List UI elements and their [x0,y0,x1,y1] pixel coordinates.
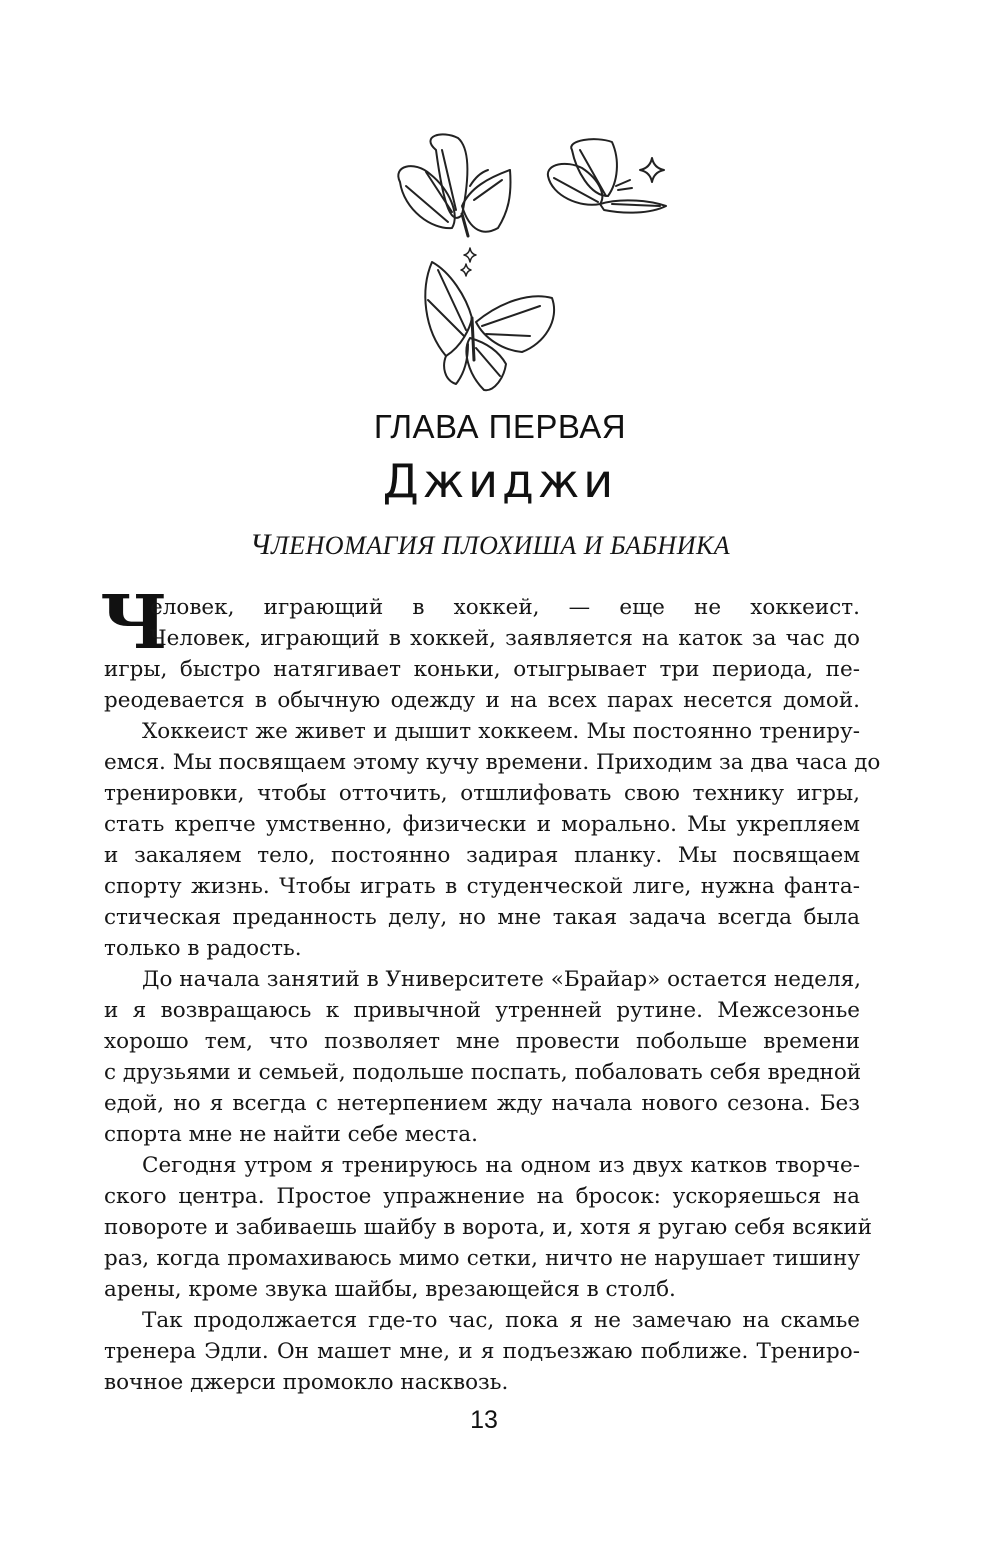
butterfly-icon [398,134,510,236]
text-line: только в радость. [104,936,302,961]
text-line: реодевается в обычную одежду и на всех парах несется домой. [104,688,860,713]
text-line: с друзьями и семьей, подольше поспать, побаловать себя вредной [104,1060,862,1085]
sparkle-icon [464,248,476,262]
text-line: Человек, играющий в хоккей, заявляется на каток за час до [150,626,860,651]
chapter-title: Джиджи [382,454,618,508]
text-line: Сегодня утром я тренируюсь на одном из двух катков творче- [142,1153,860,1178]
paragraph [104,716,881,964]
sparkle-icon [461,264,471,276]
chapter-epigraph [0,528,980,562]
text-line: вочное джерси промокло насквозь. [104,1370,509,1395]
drop-cap: Ч [100,580,168,666]
text-line: спорту жизнь. Чтобы играть в студенческой лиге, нужна фанта- [104,874,860,899]
paragraph [104,1150,872,1305]
text-line: раз, когда промахиваюсь мимо сетки, ничто не нарушает тишину [104,1246,860,1271]
text-line: хорошо тем, что позволяет мне провести побольше времени [104,1029,860,1054]
butterfly-icon [548,139,666,212]
text-line: До начала занятий в Университете «Брайар» остается неделя, [142,967,862,992]
text-line: повороте и забиваешь шайбу в ворота, и, хотя я ругаю себя всякий [104,1215,872,1240]
text-line: арены, кроме звука шайбы, врезающейся в столб. [104,1277,676,1302]
text-line: Хоккеист же живет и дышит хоккеем. Мы постоянно трениру- [142,719,860,744]
text-line: ского центра. Простое упражнение на бросок: ускоряешься на [104,1184,860,1209]
text-line: еловек, играющий в хоккей, — еще не хоккеист. [150,595,860,620]
chapter-label: ГЛАВА ПЕРВАЯ [373,408,627,445]
text-line: едой, но я всегда с нетерпением жду начала нового сезона. Без [104,1091,860,1116]
paragraph [104,1305,860,1398]
epigraph-rest: ЛЕНОМАГИЯ ПЛОХИША И БАБНИКА [271,531,731,560]
text-line: стать крепче умственно, физически и морально. Мы укрепляем [104,812,860,837]
body-text [104,592,881,1398]
page-number: 13 [470,1406,498,1434]
butterfly-icon [425,262,554,390]
text-line: тренера Эдли. Он машет мне, и я подъезжаю поближе. Трениро- [104,1339,860,1364]
paragraph [104,964,860,1150]
paragraph [104,592,860,716]
text-line: стическая преданность делу, но мне такая задача всегда была [104,905,860,930]
text-line: игры, быстро натягивает коньки, отыгрывает три периода, пе- [104,657,860,682]
epigraph-initial: Ч [249,528,272,561]
text-line: и я возвращаюсь к привычной утренней рутине. Межсезонье [104,998,860,1023]
text-line: спорта мне не найти себе места. [104,1122,478,1147]
text-line: Так продолжается где-то час, пока я не замечаю на скамье [142,1308,860,1333]
text-line: и закаляем тело, постоянно задирая планку. Мы посвящаем [104,843,860,868]
text-line: тренировки, чтобы отточить, отшлифовать свою технику игры, [104,781,860,806]
sparkle-icon [640,158,664,182]
butterflies-illustration [0,0,1000,400]
text-line: емся. Мы посвящаем этому кучу времени. Приходим за два часа до [104,750,881,775]
